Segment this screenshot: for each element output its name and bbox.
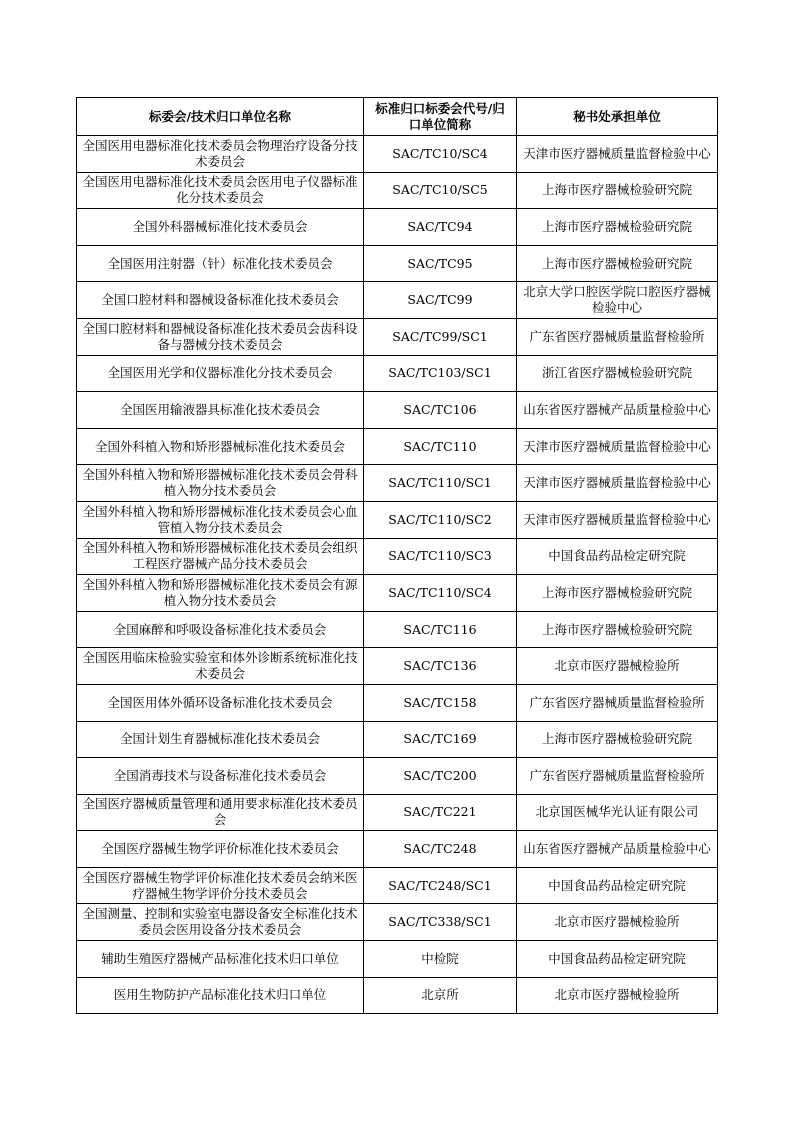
committee-code-cell: 北京所 [364,977,517,1014]
secretariat-cell: 天津市医疗器械质量监督检验中心 [517,465,718,502]
table-row [77,245,718,282]
secretariat-cell: 上海市医疗器械检验研究院 [517,575,718,612]
committee-code-cell: SAC/TC158 [364,684,517,721]
table-row [77,977,718,1014]
secretariat-cell: 中国食品药品检定研究院 [517,867,718,904]
committee-code-cell: SAC/TC110 [364,428,517,465]
secretariat-cell: 北京市医疗器械检验所 [517,648,718,685]
table-row [77,392,718,429]
committee-name-cell: 全国外科植入物和矫形器械标准化技术委员会有源植入物分技术委员会 [77,575,364,612]
committee-name-cell: 全国消毒技术与设备标准化技术委员会 [77,758,364,795]
committee-name-cell: 全国医用注射器（针）标准化技术委员会 [77,245,364,282]
table-row [77,904,718,941]
committee-code-cell: 中检院 [364,941,517,978]
committee-code-cell: SAC/TC116 [364,611,517,648]
secretariat-cell: 广东省医疗器械质量监督检验所 [517,684,718,721]
committee-name-cell: 全国测量、控制和实验室电器设备安全标准化技术委员会医用设备分技术委员会 [77,904,364,941]
secretariat-cell: 中国食品药品检定研究院 [517,538,718,575]
committee-name-cell: 全国口腔材料和器械设备标准化技术委员会 [77,282,364,319]
committee-name-cell: 全国医用输液器具标准化技术委员会 [77,392,364,429]
secretariat-cell: 山东省医疗器械产品质量检验中心 [517,392,718,429]
committee-code-cell: SAC/TC94 [364,209,517,246]
committee-name-cell: 医用生物防护产品标准化技术归口单位 [77,977,364,1014]
committee-name-cell: 全国麻醉和呼吸设备标准化技术委员会 [77,611,364,648]
secretariat-cell: 山东省医疗器械产品质量检验中心 [517,831,718,868]
secretariat-cell: 北京市医疗器械检验所 [517,977,718,1014]
committee-code-cell: SAC/TC110/SC4 [364,575,517,612]
header-row [77,98,718,136]
committee-code-cell: SAC/TC103/SC1 [364,355,517,392]
table-row [77,721,718,758]
committee-table [76,97,718,1014]
table-row [77,465,718,502]
committee-code-cell: SAC/TC10/SC4 [364,136,517,173]
table-row [77,318,718,355]
committee-code-cell: SAC/TC136 [364,648,517,685]
committee-code-cell: SAC/TC221 [364,794,517,831]
committee-code-cell: SAC/TC169 [364,721,517,758]
table-row [77,282,718,319]
committee-name-cell: 全国计划生育器械标准化技术委员会 [77,721,364,758]
committee-name-cell: 全国外科植入物和矫形器械标准化技术委员会心血管植入物分技术委员会 [77,501,364,538]
table-row [77,611,718,648]
committee-name-cell: 全国医用临床检验实验室和体外诊断系统标准化技术委员会 [77,648,364,685]
committee-name-cell: 全国医用电器标准化技术委员会物理治疗设备分技术委员会 [77,136,364,173]
secretariat-cell: 天津市医疗器械质量监督检验中心 [517,136,718,173]
committee-name-cell: 辅助生殖医疗器械产品标准化技术归口单位 [77,941,364,978]
secretariat-cell: 中国食品药品检定研究院 [517,941,718,978]
table-row [77,867,718,904]
committee-name-cell: 全国医疗器械质量管理和通用要求标准化技术委员会 [77,794,364,831]
secretariat-cell: 北京国医械华光认证有限公司 [517,794,718,831]
secretariat-cell: 上海市医疗器械检验研究院 [517,611,718,648]
committee-name-cell: 全国口腔材料和器械设备标准化技术委员会齿科设备与器械分技术委员会 [77,318,364,355]
committee-name-cell: 全国外科植入物和矫形器械标准化技术委员会 [77,428,364,465]
committee-code-cell: SAC/TC10/SC5 [364,172,517,209]
table-body [77,136,718,1014]
table-row [77,575,718,612]
table-row [77,831,718,868]
secretariat-cell: 北京大学口腔医学院口腔医疗器械检验中心 [517,282,718,319]
committee-code-cell: SAC/TC106 [364,392,517,429]
committee-code-cell: SAC/TC99/SC1 [364,318,517,355]
table-row [77,684,718,721]
committee-code-cell: SAC/TC110/SC2 [364,501,517,538]
secretariat-cell: 北京市医疗器械检验所 [517,904,718,941]
committee-name-cell: 全国医用体外循环设备标准化技术委员会 [77,684,364,721]
header-committee-code: 标准归口标委会代号/归口单位简称 [364,98,517,136]
header-secretariat: 秘书处承担单位 [517,98,718,136]
committee-name-cell: 全国外科器械标准化技术委员会 [77,209,364,246]
committee-name-cell: 全国外科植入物和矫形器械标准化技术委员会组织工程医疗器械产品分技术委员会 [77,538,364,575]
committee-name-cell: 全国外科植入物和矫形器械标准化技术委员会骨科植入物分技术委员会 [77,465,364,502]
committee-code-cell: SAC/TC338/SC1 [364,904,517,941]
table-row [77,428,718,465]
secretariat-cell: 上海市医疗器械检验研究院 [517,245,718,282]
secretariat-cell: 浙江省医疗器械检验研究院 [517,355,718,392]
committee-name-cell: 全国医用电器标准化技术委员会医用电子仪器标准化分技术委员会 [77,172,364,209]
committee-code-cell: SAC/TC95 [364,245,517,282]
table-row [77,941,718,978]
committee-name-cell: 全国医疗器械生物学评价标准化技术委员会 [77,831,364,868]
table-row [77,794,718,831]
committee-code-cell: SAC/TC200 [364,758,517,795]
committee-code-cell: SAC/TC110/SC1 [364,465,517,502]
committee-code-cell: SAC/TC110/SC3 [364,538,517,575]
secretariat-cell: 广东省医疗器械质量监督检验所 [517,758,718,795]
secretariat-cell: 天津市医疗器械质量监督检验中心 [517,428,718,465]
committee-name-cell: 全国医用光学和仪器标准化分技术委员会 [77,355,364,392]
table-row [77,136,718,173]
table-row [77,648,718,685]
secretariat-cell: 上海市医疗器械检验研究院 [517,721,718,758]
table-header [77,98,718,136]
table-row [77,538,718,575]
table-row [77,501,718,538]
committee-code-cell: SAC/TC248/SC1 [364,867,517,904]
table-row [77,172,718,209]
secretariat-cell: 天津市医疗器械质量监督检验中心 [517,501,718,538]
table-row [77,355,718,392]
table-row [77,209,718,246]
committee-code-cell: SAC/TC99 [364,282,517,319]
committee-name-cell: 全国医疗器械生物学评价标准化技术委员会纳米医疗器械生物学评价分技术委员会 [77,867,364,904]
secretariat-cell: 上海市医疗器械检验研究院 [517,172,718,209]
secretariat-cell: 上海市医疗器械检验研究院 [517,209,718,246]
table-row [77,758,718,795]
committee-code-cell: SAC/TC248 [364,831,517,868]
header-committee-name: 标委会/技术归口单位名称 [77,98,364,136]
secretariat-cell: 广东省医疗器械质量监督检验所 [517,318,718,355]
